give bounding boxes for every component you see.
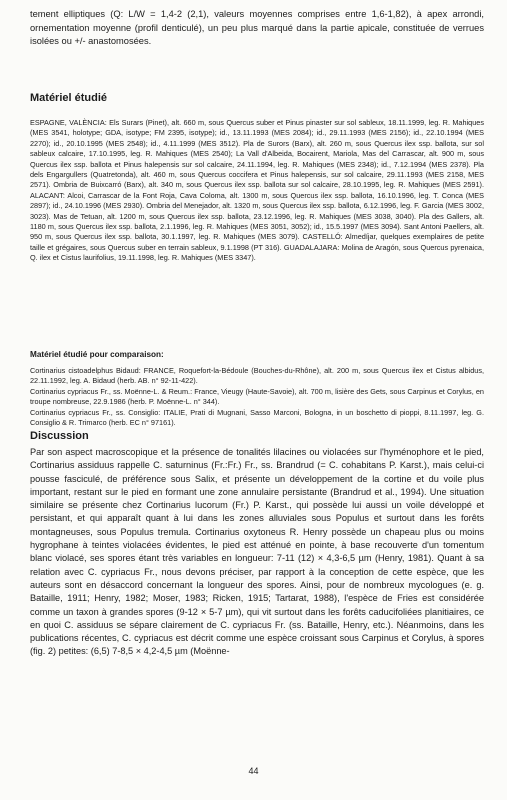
intro-paragraph: tement elliptiques (Q: L/W = 1,4-2 (2,1), valeurs moyennes comprises entre 1,6-1,82), à apex arrondi, ornementation moyenne (profil denticulé), un peu plus marqué dans la partie apicale, constituée de verrues isolées ou +/- anastomosées. — [30, 9, 484, 46]
material-heading: Matériel étudié — [30, 92, 108, 104]
material-paragraph: ESPAGNE, VALÈNCIA: Els Surars (Pinet), alt. 660 m, sous Quercus suber et Pinus pinaster sur sol sableux, 18.11.1999, leg. R. Mahiques (MES 3541, holotype; GDA, isotype; FM 2395, isotype); id., 13.11.1993 (MES 2084); id., 29.11.1993 (MES 2156); id., 22.10.1994 (MES 2270); id., 20.10.1995 (MES 2548); id., 4.11.1999 (MES 3512). Pla de Surors (Barx), alt. 260 m, sous Quercus ilex ssp. ballota, sur sol sableux calcaire, 17.10.1995, leg. R. Mahiques (MES 2540); La Vall d'Albeida, Bocairent, Mariola, Mas del Carrascar, alt. 900 m, sous Quercus ilex ssp. ballota et Pinus halepensis sur sol calcaire, 24.11.1994, leg. R. Mahiques (MES 2348); id., 7.12.1994 (MES 2378). Pla dels Engargullers (Quatretonda), alt. 460 m, sous Quercus coccifera et Pinus halepensis, sur sol calcaire, 29.11.1993 (MES 2158, MES 2571). Ombria de Buixcarró (Barx), alt. 340 m, sous Quercus ilex ssp. ballota sur sol calcaire, 28.10.1995, leg. R. Mahiques (MES 2591). ALACANT: Alcoi, Carrascar de la Font Roja, Cava Coloma, alt. 1300 m, sous Quercus ilex ssp. ballota, 16.10.1996, leg. T. Conca (MES 2897); id., 24.10.1996 (MES 2930). Ombria del Menejador, alt. 1320 m, sous Quercus ilex ssp. ballota, 6.12.1996, leg. F. Garcia (MES 3002, 3023). Mas de Tetuan, alt. 1200 m, sous Quercus ilex ssp. ballota, 23.12.1996, leg. R. Mahiques (MES 3038, 3040). Pla des Gallers, alt. 1180 m, sous Quercus ilex ssp. ballota, 2.1.1996, leg. R. Mahiques (MES 3051, 3052); id., 15.5.1997 (MES 3094). Sant Antoni Paellers, alt. 950 m, sous Quercus ilex ssp. ballota, 30.1.1997, leg. R. Mahiques (MES 3079). CASTELLÓ: Almedíjar, quelques exemplaires de petite taille et grégaires, sous Quercus suber en terrain sableux, 9.1.1998 (PT 316). GUADALAJARA: Molina de Aragón, sous Quercus pyrenaica, Q. ilex et Cistus laurifolius, 19.11.1998, leg. R. Mahiques (MES 3347). — [30, 118, 484, 263]
page-number: 44 — [248, 766, 259, 776]
comparison-item: Cortinarius cistoadelphus Bidaud: FRANCE, Roquefort-la-Bédoule (Bouches-du-Rhône), alt. 200 m, sous Quercus ilex et Cistus albidus, 22.11.1992, leg. A. Bidaud (herb. AB. n° 92-11-422). — [30, 366, 484, 386]
comparison-heading: Matériel étudié pour comparaison: — [30, 350, 164, 359]
comparison-item: Cortinarius cypriacus Fr., ss. Consiglio: ITALIE, Prati di Mugnani, Sasso Marconi, Bologna, in un boschetto di pioppi, 8.11.1997, leg. G. Consiglio & R. Trimarco (herb. EC n° 97161). — [30, 407, 484, 428]
comparison-list — [30, 366, 484, 428]
discussion-heading: Discussion — [30, 430, 89, 442]
comparison-item: Cortinarius cypriacus Fr., ss. Moënne-L. & Reum.: France, Vieugy (Haute-Savoie), alt. 700 m, lisière des Gets, sous Carpinus et Corylus, en troupe nombreuse, 22.9.1986 (herb. P. Moënne-L. n° 344). — [30, 386, 484, 407]
discussion-paragraph: Par son aspect macroscopique et la présence de tonalités lilacines ou violacées sur l'hyménophore et le pied, Cortinarius assiduus rappelle C. saturninus (Fr.:Fr.) Fr., ss. Brandrud (= C. cohabitans P. Karst.), mais celui-ci pousse fasciculé, de préférence sous Salix, et présente un développement de la cortine et du voile plus important, restant sur le pied en formant une zone annulaire persistante (Brandrud et al., 1994). Une situation similaire se présente chez Cortinarius lucorum (Fr.) P. Karst., qui possède lui aussi un voile développé et persistant, et qui apparaît quant à lui dans les zones alluviales sous Populus et surtout dans les forêts montagneuses, sous Populus tremula. Cortinarius oxytoneus R. Henry possède un chapeau plus ou moins hygrophane à teintes violacées évidentes, le pied est atténué en pointe, à base recouverte d'un tomentum blanc violacé, ses spores étant très variables en longueur: 7-11 (12) × 4,3-6,5 µm (Henry, 1981). Quant à sa relation avec C. cypriacus Fr., nous devons préciser, par rapport à la conception de cette espèce, que les auteurs sont en désaccord concernant la longueur des spores. Ainsi, pour de nombreux mycologues (e. g. Bataille, 1911; Henry, 1982; Moser, 1983; Ricken, 1915; Tartarat, 1988), l'espèce de Fries est considérée comme un taxon à grandes spores (9-12 × 5-7 µm), qui vit surtout dans les forêts caducifoliées planitiaires, ce en quoi C. assiduus se sépare clairement de C. cypriacus Fr. (ss. Bataille, Henry, etc.). Néanmoins, dans les publications récentes, C. cypriacus est décrit comme une espèce croissant sous Carpinus et Corylus, à spores (fig. 2) petites: (6,5) 7-8,5 × 4,2-4,5 µm (Moënne- — [30, 447, 484, 657]
